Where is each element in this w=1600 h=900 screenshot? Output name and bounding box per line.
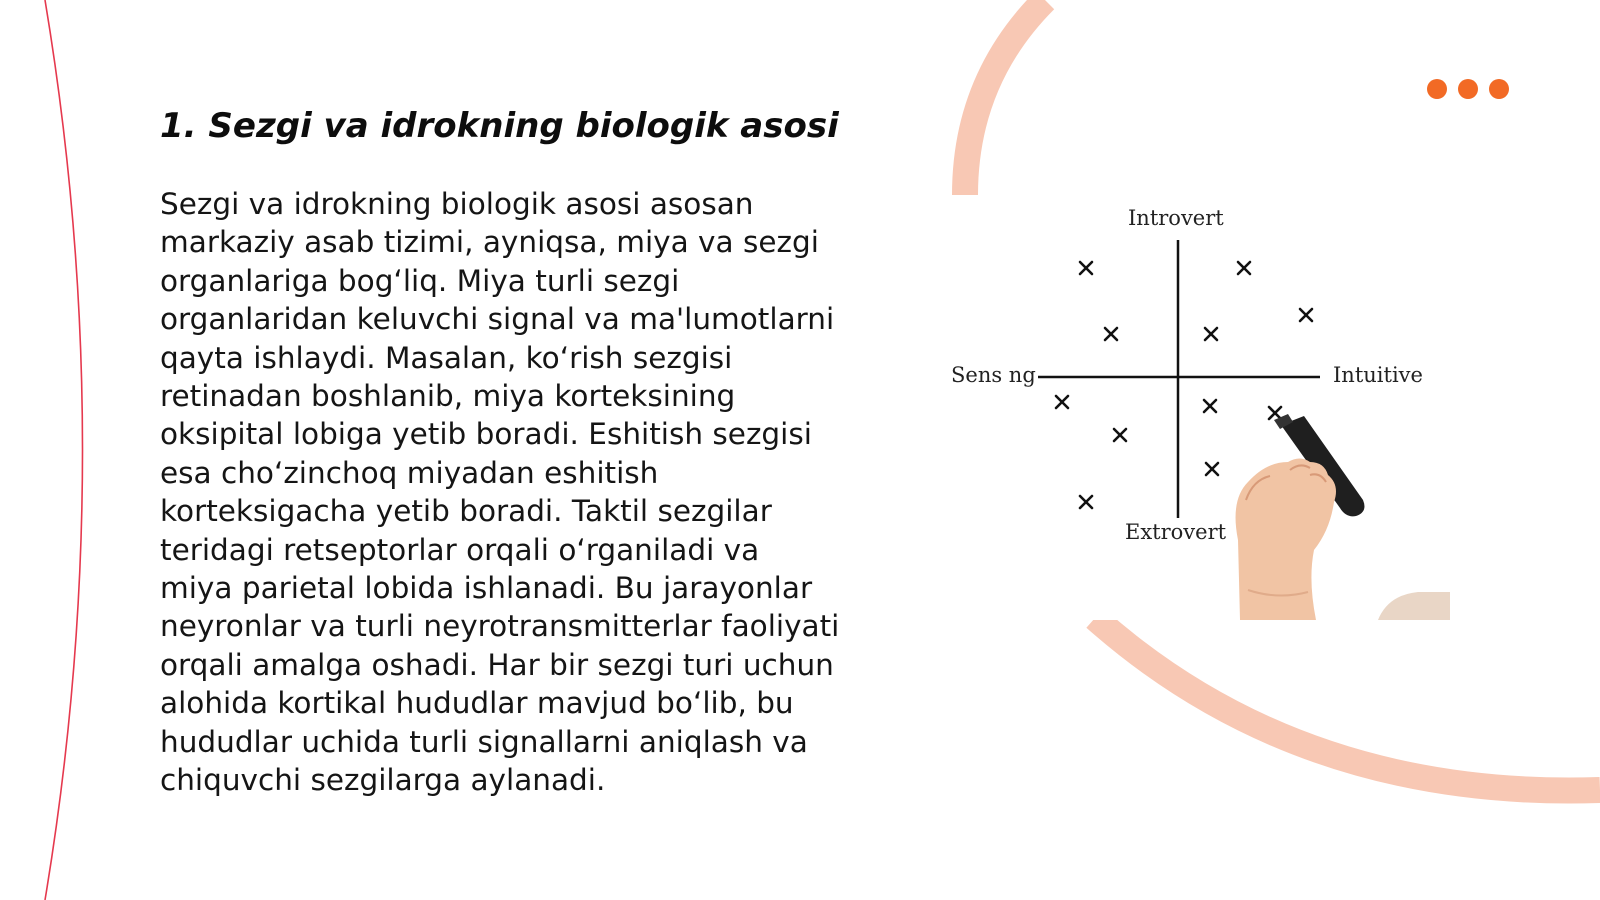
orange-dots-icon: [1427, 79, 1509, 99]
axis-label-introvert: Introvert: [1128, 206, 1224, 230]
hand-with-marker-icon: [1236, 414, 1450, 620]
x-marker: [1114, 429, 1126, 441]
dot-3: [1489, 79, 1509, 99]
dot-2: [1458, 79, 1478, 99]
x-marker: [1080, 496, 1092, 508]
x-marker: [1205, 328, 1217, 340]
dot-1: [1427, 79, 1447, 99]
slide-title: 1. Sezgi va idrokning biologik asosi: [160, 106, 839, 146]
axis-label-sensing: Sens ng: [951, 363, 1036, 387]
left-red-curve: [45, 0, 83, 900]
x-marker: [1204, 400, 1216, 412]
axis-label-extrovert: Extrovert: [1125, 520, 1227, 544]
x-marker: [1056, 396, 1068, 408]
x-marker: [1080, 262, 1092, 274]
x-marker: [1206, 463, 1218, 475]
peach-arc-top: [965, 0, 1045, 195]
x-marker: [1300, 309, 1312, 321]
peach-arc-bottom: [1095, 618, 1600, 791]
x-marker: [1269, 407, 1281, 419]
slide-body-text: Sezgi va idrokning biologik asosi asosan markaziy asab tizimi, ayniqsa, miya va sezgi organlariga bog‘liq. Miya turli sezgi organlaridan keluvchi signal va ma'lumotlarni qayta ishlaydi. Masalan, ko‘rish sezgisi retinadan boshlanib, miya korteksining oksipital lobiga yetib boradi. Eshitish sezgisi esa cho‘zinchoq miyadan eshitish korteksigacha yetib boradi. Taktil sezgilar teridagi retseptorlar orqali o‘rganiladi va miya parietal lobida ishlanadi. Bu jarayonlar neyronlar va turli neyrotransmitterlar faoliyati orqali amalga oshadi. Har bir sezgi turi uchun alohida kortikal hududlar mavjud bo‘lib, bu hududlar uchida turli signallarni aniqlash va chiquvchi sezgilarga aylanadi.: [160, 187, 840, 798]
quadrant-diagram-image: [948, 200, 1450, 620]
quadrant-diagram-drawing: [948, 200, 1450, 620]
x-marker: [1105, 328, 1117, 340]
axis-label-intuitive: Intuitive: [1333, 363, 1423, 387]
x-marker: [1238, 262, 1250, 274]
